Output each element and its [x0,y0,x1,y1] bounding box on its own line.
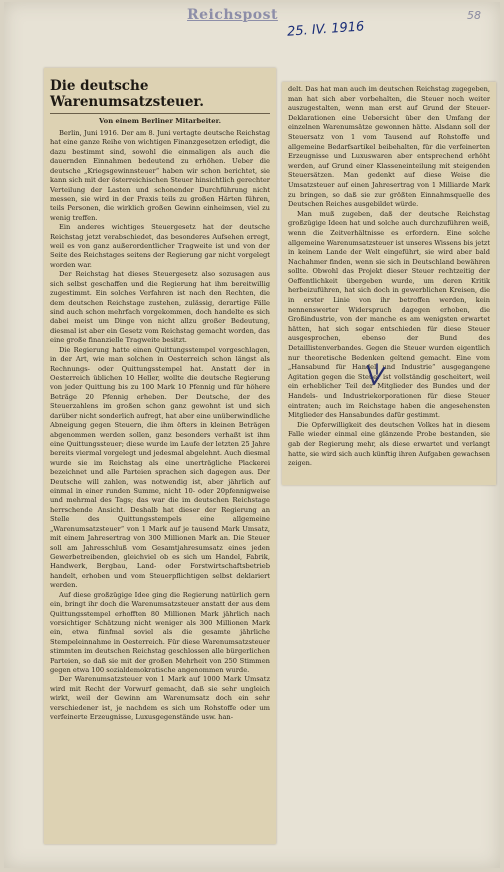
article-headline: Die deutsche Warenumsatzsteuer. [50,78,270,114]
paragraph: Auf diese großzügige Idee ging die Regierung natürlich gern ein, bringt ihr doch die Warenumsatzsteuer anstatt der aus dem Quittungsstempel erhofften 80 Millionen Mark jährlich nach vorsichtiger Schätzung nicht weniger als 300 Millionen Mark ein, etwa fünfmal soviel als die gesamte jährliche Stempeleinnahme in Oesterreich. Für diese Warenumsatzsteuer stimmten im deutschen Reichstag geschlossen alle bürgerlichen Parteien, so daß sie mit der großen Mehrheit von 250 Stimmen gegen etwa 100 sozialdemokratische angenommen wurde. [50,590,270,675]
page-number: 58 [467,9,481,22]
clipping-left-column [44,68,276,844]
article-body-left [50,129,270,723]
paragraph: Die Regierung hatte einen Quittungsstempel vorgeschlagen, in der Art, wie man solchen in Oesterreich schon längst als Rechnungs- oder Quittungsstempel hat. Anstatt der in Oesterreich üblichen 10 Heller, wollte die deutsche Regierung von jeder Quittung bis zu 100 Mark 10 Pfennig und für höhere Beträge 20 Pfennig erheben. Der Deutsche, der des Steuerzahlens im großen schon ganz gewohnt ist und sich darüber nicht sonderlich aufregt, hat aber eine unüberwindliche Abneigung gegen Steuern, die ihm öfters in kleinen Beträgen abgenommen werden sollen, ganz besonders verhaßt ist ihm eine Quittungssteuer; diese wurde im Laufe der letzten 25 Jahre bereits viermal vorgelegt und jedesmal abgelehnt. Auch diesmal wurde sie im Reichstag als eine unerträgliche Plackerei bezeichnet und alle Parteien sprachen sich dagegen aus. Der Deutsche will zahlen, was notwendig ist, aber jährlich auf einmal in einer runden Summe, nicht 10- oder 20pfennigweise und mehrmal des Tags; das war die im deutschen Reichstage herrschende Ansicht. Deshalb hat dieser der Regierung an Stelle des Quittungsstempels eine allgemeine „Warenumsatzsteuer“ von 1 Mark auf je tausend Mark Umsatz, mit einem Jahresertrag von 300 Millionen Mark an. Die Steuer soll am Jahresschluß vom Gesamtjahresumsatz eines jeden Gewerbetreibenden, gleichviel ob es sich um Handel, Fabrik, Handwerk, Bergbau, Land- oder Forstwirtschaftsbetrieb handelt, erhoben und vom Steuerpflichtigen selbst deklariert werden. [50,345,270,590]
pencil-check-mark-icon [365,362,387,388]
publication-masthead: Reichspost [187,7,278,23]
paragraph: Berlin, Juni 1916. Der am 8. Juni vertagte deutsche Reichstag hat eine ganze Reihe von wichtigen Finanzgesetzen erledigt, die dazu bestimmt sind, sowohl die einmaligen als auch die dauernden Einnahmen bedeutend zu erhöhen. Ueber die deutsche „Kriegsgewinnsteuer“ haben wir schon berichtet, sie kann sich mit der österreichischen Steuer hinsichtlich gerechter Verteilung der Lasten und schonender Durchführung nicht messen, sie wird in der Praxis teils zu großen Härten führen, teils Personen, die wirklich großen Gewinn einheimsen, viel zu wenig treffen. [50,129,270,222]
paragraph: Der Warenumsatzsteuer von 1 Mark auf 1000 Mark Umsatz wird mit Recht der Vorwurf gemacht, daß sie sehr ungleich wirkt, weil der Gewinn am Warenumsatz doch ein sehr verschiedener ist, je nachdem es sich um Rohstoffe oder um verfeinerte Erzeugnisse, Luxusgegenstände usw. han- [50,675,270,722]
handwritten-date: 25. IV. 1916 [286,19,365,40]
paragraph: Der Reichstag hat dieses Steuergesetz also sozusagen aus sich selbst geschaffen und die Regierung hat ihm bereitwillig zugestimmt. Ein solches Verfahren ist nach den Rechten, die dem deutschen Reichstage zustehen, zulässig, derartige Fälle sind auch schon mehrfach vorgekommen, doch handelte es sich dabei meist um Dinge von nicht allzu großer Bedeutung, diesmal ist aber ein Gesetz vom Reichstag gemacht worden, das eine große finanzielle Tragweite besitzt. [50,270,270,345]
paragraph: Die Opferwilligkeit des deutschen Volkes hat in diesem Falle wieder einmal eine glänzende Probe bestanden, sie gab der Regierung mehr, als diese erwartet und verlangt hatte, sie wird sich auch künftig ihren Aufgaben gewachsen zeigen. [288,420,490,468]
clipping-right-column [282,82,496,485]
article-byline: Von einem Berliner Mitarbeiter. [99,117,221,125]
paragraph: delt. Das hat man auch im deutschen Reichstag zugegeben, man hat sich aber vorbehalten, die Steuer noch weiter auszugestalten, wenn man erst auf Grund der Steuer-Deklarationen eine Uebersicht über den Umfang der einzelnen Warenumsätze gewonnen hätte. Alsdann soll der Steuersatz von 1 vom Tausend auf Rohstoffe und allgemeine Bedarfsartikel beibehalten, für die verfeinerten Erzeugnisse und Luxuswaren aber entsprechend erhöht werden, auf Grund einer Klasseneinteilung mit steigenden Steuersätzen. Man gedenkt auf diese Weise die Umsatzsteuer auf einen Jahresertrag von 1 Milliarde Mark zu bringen, so daß sie zur größten Einnahmsquelle des Deutschen Reiches ausgebildet würde. [288,85,490,209]
archive-sheet [4,2,500,868]
paragraph: Ein anderes wichtiges Steuergesetz hat der deutsche Reichstag jetzt verabschiedet, das besonderes Aufsehen erregt, weil es von ganz außerordentlicher Tragweite ist und von der Seite des Reichstages seitens der Regierung gar nicht vorgelegt worden war. [50,223,270,269]
paragraph: Man muß zugeben, daß der deutsche Reichstag großzügige Ideen hat und solche auch durchzuführen weiß, wenn die Zeitverhältnisse es erfordern. Eine solche allgemeine Warenumsatzsteuer ist unseres Wissens bis jetzt in keinem Lande der Welt eingeführt, sie wird aber bald Nachahmer finden, wenn sie sich in Deutschland bewähren sollte. Obwohl das Projekt dieser Steuer rechtzeitig der Oeffentlichkeit übergeben wurde, um deren Kritik herbeizuführen, hat sich doch in gewerblichen Kreisen, die in erster Linie von ihr betroffen werden, kein nennenswerter Widerspruch dagegen erhoben, die Großindustrie, von der manche es am wenigsten erwartet hätten, hat sich sogar entschieden für diese Steuer ausgesprochen, ebenso der Bund des Detaillistenverbandes. Gegen die Steuer wurden eigentlich nur theoretische Bedenken geltend gemacht. Eine vom „Hansabund für Handel und Industrie“ ausgegangene Agitation gegen die Steuer ist vollständig gescheitert, weil ein erheblicher Teil der Mitglieder des Bundes und der Handels- und Industriekorporationen für diese Steuer eintraten; auch im Reichstage haben die angesehensten Mitglieder des Hansabundes dafür gestimmt. [288,209,490,420]
article-body-right [288,85,490,469]
